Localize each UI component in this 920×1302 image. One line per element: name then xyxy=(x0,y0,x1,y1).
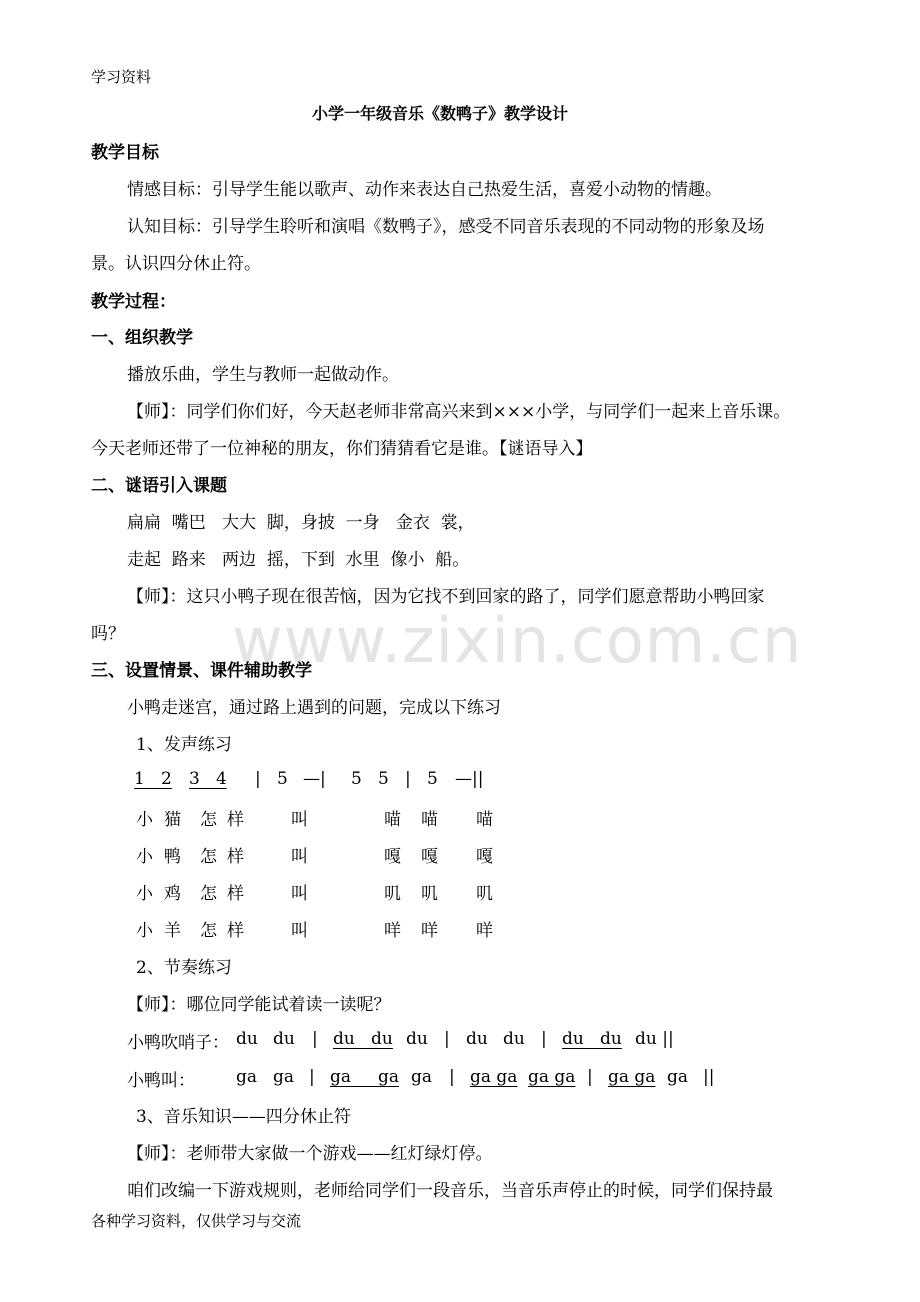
watermark: www.zixin.com.cn xyxy=(232,604,803,677)
exercise3-heading: 3、音乐知识——四分休止符 xyxy=(136,1107,351,1127)
lyric-char: 怎 xyxy=(200,810,217,830)
lyric-char: 怎 xyxy=(200,921,217,941)
lyric-char: 羊 xyxy=(164,921,181,941)
note-5: 5 xyxy=(378,769,389,789)
lyric-char: 喵 xyxy=(421,810,438,830)
rhythm-syllable: ga xyxy=(273,1067,295,1087)
maze-intro: 小鸭走迷宫，通过路上遇到的问题，完成以下练习 xyxy=(127,698,501,718)
lyric-char: 叫 xyxy=(291,884,308,904)
rhythm-syllable: du xyxy=(466,1029,488,1049)
lyric-char: 咩 xyxy=(384,921,401,941)
cognition-goal-line1: 认知目标：引导学生聆听和演唱《数鸭子》，感受不同音乐表现的不同动物的形象及场 xyxy=(127,217,765,237)
page-footer: 各种学习资料，仅供学习与交流 xyxy=(91,1212,302,1230)
riddle-line1: 扁扁 嘴巴 大大 脚，身披 一身 金衣 裳， xyxy=(127,513,475,533)
rhythm-syllable: du du xyxy=(333,1029,393,1049)
document-title: 小学一年级音乐《数鸭子》教学设计 xyxy=(312,104,569,123)
part3-heading: 三、设置情景、课件辅助教学 xyxy=(91,661,312,681)
lyric-char: 样 xyxy=(227,847,244,867)
lyric-char: 怎 xyxy=(200,847,217,867)
lyric-char: 小 xyxy=(136,810,153,830)
part1-heading: 一、组织教学 xyxy=(91,328,193,348)
rhythm-syllable: ga xyxy=(236,1067,258,1087)
barline: | xyxy=(312,1029,318,1049)
goals-heading: 教学目标 xyxy=(91,143,159,163)
lyric-char: 叽 xyxy=(476,884,493,904)
part2-heading: 二、谜语引入课题 xyxy=(91,476,227,496)
rhythm-syllable: du xyxy=(236,1029,258,1049)
teacher-duck-line1: 【师】：这只小鸭子现在很苦恼，因为它找不到回家的路了，同学们愿意帮助小鸭回家 xyxy=(127,587,765,607)
note-5: 5 xyxy=(427,769,438,789)
end-barline: || xyxy=(703,1067,715,1087)
lyric-char: 鸡 xyxy=(164,884,181,904)
lyric-char: 小 xyxy=(136,847,153,867)
riddle-line2: 走起 路来 两边 摇，下到 水里 像小 船。 xyxy=(127,550,470,570)
barline: | xyxy=(405,769,411,789)
note-5: 5 xyxy=(351,769,362,789)
lyric-char: 叫 xyxy=(291,921,308,941)
rhythm-syllable: ga xyxy=(411,1067,433,1087)
dash-end-barline: —|| xyxy=(455,769,484,789)
lyric-char: 嘎 xyxy=(476,847,493,867)
note-3-4: 3 4 xyxy=(189,769,227,789)
teacher-greeting-line2: 今天老师还带了一位神秘的朋友，你们猜猜看它是谁。【谜语导入】 xyxy=(91,439,593,459)
lyric-char: 样 xyxy=(227,810,244,830)
rhythm-syllable: ga ga xyxy=(470,1067,518,1087)
lyric-char: 叽 xyxy=(384,884,401,904)
rhythm-syllable: ga ga xyxy=(330,1067,400,1087)
lyric-char: 怎 xyxy=(200,884,217,904)
cognition-goal-line2: 景。认识四分休止符。 xyxy=(91,254,261,274)
rhythm-syllable: ga ga xyxy=(608,1067,656,1087)
lyric-char: 喵 xyxy=(476,810,493,830)
process-heading: 教学过程： xyxy=(91,292,176,312)
rhythm-syllable: du || xyxy=(635,1029,674,1049)
lyric-char: 喵 xyxy=(384,810,401,830)
lyric-char: 样 xyxy=(227,884,244,904)
lyric-char: 叽 xyxy=(421,884,438,904)
rhythm-label: 小鸭叫： xyxy=(127,1071,195,1091)
page-header: 学习资料 xyxy=(91,68,152,86)
rhythm-label: 小鸭吹哨子： xyxy=(127,1033,229,1053)
game-rules-paragraph: 咱们改编一下游戏规则，老师给同学们一段音乐，当音乐声停止的时候，同学们保持最 xyxy=(127,1181,773,1201)
teacher-greeting-line1: 【师】：同学们你们好，今天赵老师非常高兴来到×××小学，与同学们一起来上音乐课。 xyxy=(127,402,791,422)
exercise2-heading: 2、节奏练习 xyxy=(136,958,232,978)
barline: | xyxy=(587,1067,593,1087)
lyric-char: 鸭 xyxy=(164,847,181,867)
lyric-char: 小 xyxy=(136,921,153,941)
rhythm-syllable: du xyxy=(273,1029,295,1049)
note-1-2: 1 2 xyxy=(134,769,172,789)
teacher-question: 【师】：哪位同学能试着读一读呢？ xyxy=(127,995,391,1015)
rhythm-syllable: du du xyxy=(562,1029,622,1049)
teacher-duck-line2: 吗？ xyxy=(91,624,125,644)
lyric-char: 叫 xyxy=(291,847,308,867)
barline: | xyxy=(541,1029,547,1049)
emotion-goal: 情感目标：引导学生能以歌声、动作来表达自己热爱生活，喜爱小动物的情趣。 xyxy=(127,180,722,200)
barline: | xyxy=(255,769,261,789)
rhythm-syllable: du xyxy=(406,1029,428,1049)
lyric-char: 咩 xyxy=(421,921,438,941)
dash-barline: —| xyxy=(303,769,326,789)
teacher-game-intro: 【师】：老师带大家做一个游戏——红灯绿灯停。 xyxy=(127,1144,493,1164)
lyric-char: 小 xyxy=(136,884,153,904)
note-5: 5 xyxy=(277,769,288,789)
lyric-char: 嘎 xyxy=(384,847,401,867)
lyric-char: 样 xyxy=(227,921,244,941)
rhythm-syllable: ga xyxy=(667,1067,689,1087)
rhythm-syllable: ga ga xyxy=(528,1067,576,1087)
barline: | xyxy=(444,1029,450,1049)
barline: | xyxy=(309,1067,315,1087)
lyric-char: 叫 xyxy=(291,810,308,830)
lyric-char: 咩 xyxy=(476,921,493,941)
rhythm-syllable: du xyxy=(503,1029,525,1049)
lyric-char: 猫 xyxy=(164,810,181,830)
part1-paragraph: 播放乐曲，学生与教师一起做动作。 xyxy=(127,365,399,385)
lyric-char: 嘎 xyxy=(421,847,438,867)
barline: | xyxy=(449,1067,455,1087)
exercise1-heading: 1、发声练习 xyxy=(136,735,232,755)
